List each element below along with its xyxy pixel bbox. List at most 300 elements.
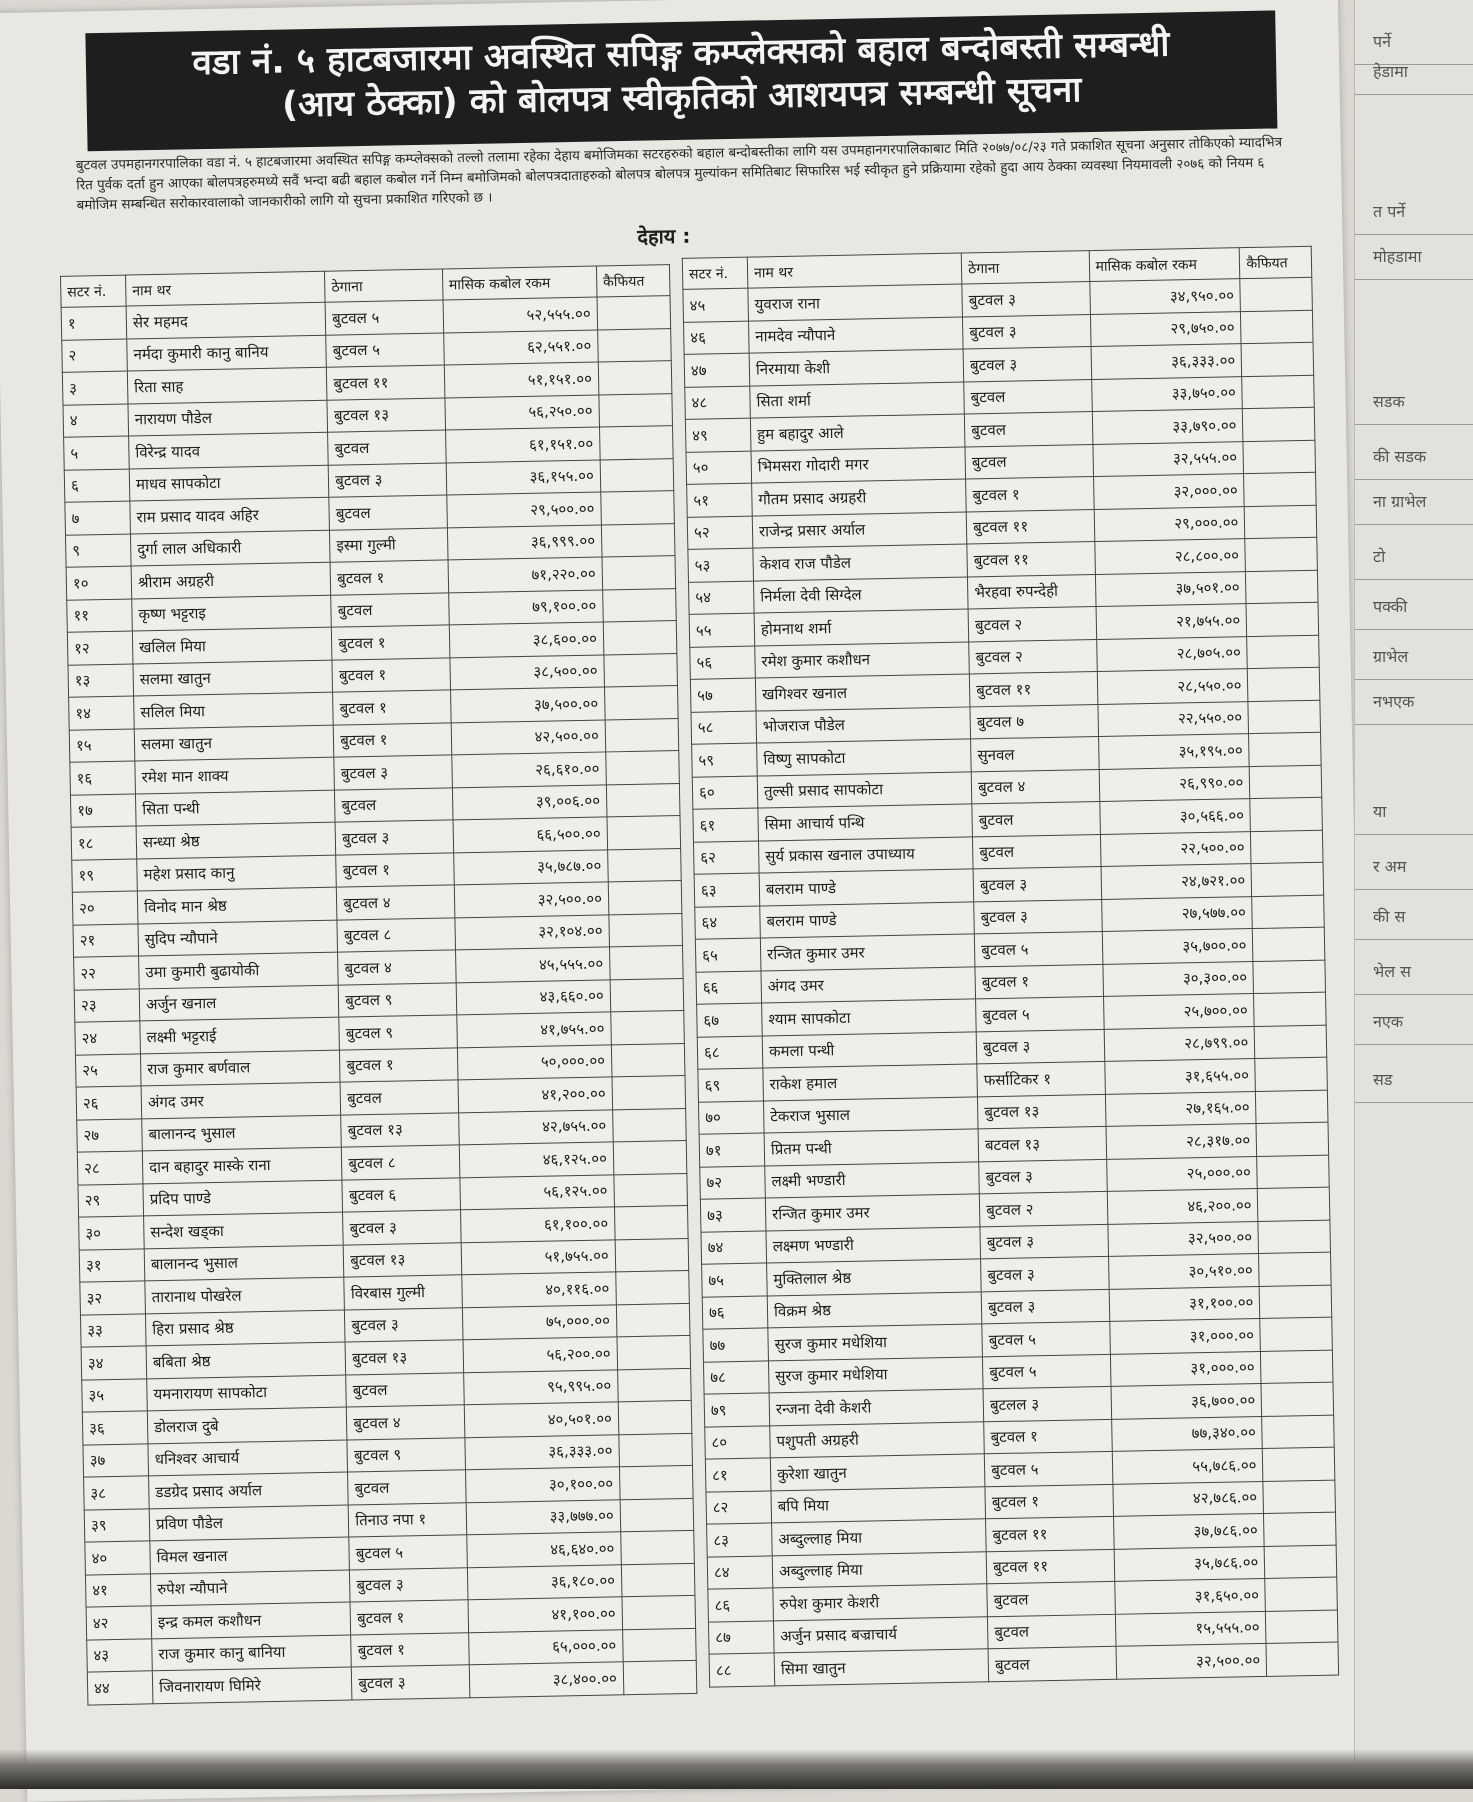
cell-remarks xyxy=(1241,310,1313,344)
cell-name: सन्ध्या श्रेष्ठ xyxy=(136,822,336,858)
cell-name: विष्णु सापकोटा xyxy=(757,739,972,776)
cell-name: टेकराज भुसाल xyxy=(763,1096,978,1133)
cell-shutter-no: ८३ xyxy=(707,1523,773,1557)
cell-remarks xyxy=(609,946,683,980)
cell-shutter-no: ३२ xyxy=(80,1281,146,1315)
cell-amount: ३०,५१०.०० xyxy=(1108,1254,1260,1289)
edge-rule-line xyxy=(1355,579,1473,580)
cell-remarks xyxy=(621,1563,695,1597)
cell-shutter-no: ८६ xyxy=(708,1588,774,1622)
cell-amount: २७,१६५.०० xyxy=(1105,1091,1257,1126)
cell-address: बुटवल १ xyxy=(966,477,1094,512)
cell-shutter-no: ५६ xyxy=(690,646,756,680)
cell-address: बुटवल ६ xyxy=(342,1177,460,1212)
cell-name: कमला पन्थी xyxy=(762,1031,977,1068)
cell-address: भैरहवा रुपन्देही xyxy=(968,574,1096,609)
col-header-name: नाम थर xyxy=(747,253,962,288)
cell-address: बुटवल १ xyxy=(350,1600,468,1635)
cell-remarks xyxy=(1241,342,1313,376)
cell-shutter-no: ७५ xyxy=(702,1263,768,1297)
cell-shutter-no: ५८ xyxy=(691,711,757,745)
cell-address: बुटवल ३ xyxy=(981,1289,1109,1324)
edge-rule-line xyxy=(1355,679,1473,680)
cell-shutter-no: २७ xyxy=(77,1118,143,1152)
cell-address: बुटवल १३ xyxy=(343,1242,461,1277)
cell-remarks xyxy=(1248,700,1320,734)
cell-remarks xyxy=(1265,1577,1337,1611)
notice-title-banner xyxy=(85,10,1277,151)
cell-shutter-no: ४६ xyxy=(684,321,750,355)
cell-amount: ३४,९५०.०० xyxy=(1089,279,1241,314)
cell-amount: ३७,५०१.०० xyxy=(1095,571,1247,606)
cell-amount: ४१,१००.०० xyxy=(468,1597,623,1632)
cell-shutter-no: ८८ xyxy=(709,1653,775,1687)
cell-name: राज कुमार कानु बानिया xyxy=(152,1635,352,1671)
edge-fragment-text: नएक xyxy=(1373,1012,1404,1031)
edge-rule-line xyxy=(1355,1044,1473,1045)
cell-shutter-no: ७८ xyxy=(703,1360,769,1394)
cell-name: बबिता श्रेष्ठ xyxy=(146,1342,346,1378)
cell-shutter-no: ७० xyxy=(698,1100,764,1134)
cell-address: बटवल १३ xyxy=(978,1126,1106,1161)
cell-amount: ६६,५००.०० xyxy=(453,817,608,852)
cell-remarks xyxy=(1254,992,1326,1026)
cell-name: अंगद उमर xyxy=(141,1082,341,1118)
cell-remarks xyxy=(1261,1382,1333,1416)
cell-shutter-no: ४७ xyxy=(684,353,750,387)
cell-address: बुटवल ४ xyxy=(337,885,455,920)
cell-name: कृष्ण भट्टराइ xyxy=(132,595,332,631)
edge-rule-line xyxy=(1355,279,1473,280)
cell-shutter-no: ५ xyxy=(64,436,130,470)
cell-amount: ४२,५००.०० xyxy=(451,719,606,754)
cell-address: बुटवल ९ xyxy=(347,1437,465,1472)
cell-address: बुटवल ३ xyxy=(343,1210,461,1245)
cell-shutter-no: २४ xyxy=(75,1021,141,1055)
cell-address: बुटवल ११ xyxy=(966,509,1094,544)
cell-remarks xyxy=(1251,830,1323,864)
cell-name: सुरज कुमार मधेशिया xyxy=(768,1324,983,1361)
dehaya-label: देहाय : xyxy=(637,223,691,249)
edge-fragment-text: मोहडामा xyxy=(1373,247,1422,266)
cell-name: रन्जित कुमार उमर xyxy=(760,934,975,971)
cell-address: बुटवल ११ xyxy=(327,365,445,400)
cell-shutter-no: ७ xyxy=(65,501,131,535)
cell-name: प्रितम पन्थी xyxy=(764,1129,979,1166)
cell-shutter-no: ४० xyxy=(85,1541,151,1575)
cell-amount: २७,५७७.०० xyxy=(1101,896,1253,931)
cell-remarks xyxy=(607,816,681,850)
cell-remarks xyxy=(614,1173,688,1207)
cell-remarks xyxy=(617,1335,691,1369)
cell-name: डोलराज दुबे xyxy=(147,1407,347,1443)
cell-amount: ३६,९९९.०० xyxy=(447,524,602,559)
cell-name: रन्जना देवी केशरी xyxy=(769,1389,984,1426)
cell-name: दुर्गा लाल अधिकारी xyxy=(130,530,330,566)
cell-amount: ६२,५५१.०० xyxy=(443,330,598,365)
cell-amount: ४३,६६०.०० xyxy=(456,979,611,1014)
edge-rule-line xyxy=(1355,724,1473,725)
cell-address: बुटवल १३ xyxy=(345,1340,463,1375)
col-header-address: ठेगाना xyxy=(961,251,1089,284)
edge-fragment-text: भेल स xyxy=(1373,962,1411,981)
cell-name: सलिल मिया xyxy=(134,692,334,728)
cell-shutter-no: ३५ xyxy=(82,1378,148,1412)
cell-shutter-no: ५७ xyxy=(690,678,756,712)
cell-shutter-no: ८१ xyxy=(705,1458,771,1492)
cell-shutter-no: ५२ xyxy=(687,516,753,550)
cell-address: बुटवल xyxy=(348,1470,466,1505)
cell-name: सिता शर्मा xyxy=(750,382,965,419)
cell-remarks xyxy=(603,621,677,655)
cell-address: बुटवल ८ xyxy=(342,1145,460,1180)
cell-remarks xyxy=(1240,277,1312,311)
cell-amount: ५०,०००.०० xyxy=(457,1044,612,1079)
edge-rule-line xyxy=(1355,479,1473,480)
col-header-address: ठेगाना xyxy=(325,269,443,302)
cell-amount: ५६,२५०.०० xyxy=(445,395,600,430)
cell-name: रन्जित कुमार उमर xyxy=(765,1194,980,1231)
cell-amount: ३२,५५५.०० xyxy=(1092,441,1244,476)
cell-amount: ४६,२००.०० xyxy=(1107,1189,1259,1224)
cell-amount: २५,०००.०० xyxy=(1106,1156,1258,1191)
cell-shutter-no: ६६ xyxy=(696,971,762,1005)
cell-remarks xyxy=(1256,1122,1328,1156)
cell-amount: ४२,७५५.०० xyxy=(458,1109,613,1144)
cell-amount: २५,७००.०० xyxy=(1103,994,1255,1029)
cell-amount: ४५,५५५.०० xyxy=(455,947,610,982)
cell-name: अंगद उमर xyxy=(761,966,976,1003)
cell-remarks xyxy=(623,1660,697,1694)
edge-fragment-text: टो xyxy=(1373,547,1386,566)
cell-address: बुटवल ५ xyxy=(349,1535,467,1570)
cell-address: विरबास गुल्मी xyxy=(344,1275,462,1310)
cell-remarks xyxy=(612,1075,686,1109)
cell-name: प्रविण पौडेल xyxy=(149,1505,349,1541)
cell-remarks xyxy=(602,556,676,590)
cell-shutter-no: ७७ xyxy=(703,1328,769,1362)
cell-remarks xyxy=(598,361,672,395)
cell-remarks xyxy=(1247,635,1319,669)
shutter-table-left xyxy=(60,264,697,1705)
cell-amount: ३७,७८६.०० xyxy=(1113,1513,1265,1548)
cell-amount: २८,७०५.०० xyxy=(1096,636,1248,671)
cell-shutter-no: ६५ xyxy=(695,938,761,972)
cell-shutter-no: २३ xyxy=(74,988,140,1022)
cell-address: बुटवल ५ xyxy=(984,1451,1112,1486)
cell-amount: ३६,३३३.०० xyxy=(1091,344,1243,379)
cell-shutter-no: २९ xyxy=(78,1183,144,1217)
cell-address: बुटवल १ xyxy=(975,964,1103,999)
cell-amount: ३०,३००.०० xyxy=(1102,961,1254,996)
cell-amount: ७५,०००.०० xyxy=(462,1304,617,1339)
cell-remarks xyxy=(621,1530,695,1564)
col-header-amount: मासिक कबोल रकम xyxy=(1089,248,1240,282)
cell-amount: २६,९९०.०० xyxy=(1099,766,1251,801)
cell-amount: २२,५००.०० xyxy=(1100,831,1252,866)
cell-address: बुटवल ९ xyxy=(338,982,456,1017)
cell-name: श्रीराम अग्रहरी xyxy=(131,562,331,598)
cell-amount: ३३,७५०.०० xyxy=(1091,376,1243,411)
cell-remarks xyxy=(617,1368,691,1402)
cell-remarks xyxy=(604,686,678,720)
cell-address: बुटवल xyxy=(328,430,446,465)
cell-name: अब्दुल्लाह मिया xyxy=(772,1551,987,1588)
cell-shutter-no: ६८ xyxy=(697,1035,763,1069)
cell-remarks xyxy=(619,1465,693,1499)
cell-name: सन्देश खड्का xyxy=(144,1212,344,1248)
cell-name: अर्जुन खनाल xyxy=(139,985,339,1021)
cell-remarks xyxy=(1258,1187,1330,1221)
cell-amount: ६१,१५१.०० xyxy=(445,427,600,462)
cell-name: अर्जुन प्रसाद बज्राचार्य xyxy=(773,1616,988,1653)
cell-shutter-no: ४२ xyxy=(86,1606,152,1640)
cell-shutter-no: १ xyxy=(61,306,127,340)
cell-remarks xyxy=(608,881,682,915)
col-header-amount: मासिक कबोल रकम xyxy=(442,266,597,300)
cell-remarks xyxy=(1246,602,1318,636)
cell-shutter-no: १९ xyxy=(72,858,138,892)
cell-address: बुटवल ५ xyxy=(326,332,444,367)
cell-remarks xyxy=(614,1205,688,1239)
cell-address: बुटवल ३ xyxy=(974,899,1102,934)
cell-name: सलमा खातुन xyxy=(134,725,334,761)
edge-rule-line xyxy=(1355,629,1473,630)
cell-name: बालानन्द भुसाल xyxy=(142,1115,342,1151)
edge-rule-line xyxy=(1355,424,1473,425)
notice-title-line2: (आय ठेक्का) को बोलपत्र स्वीकृतिको आशयपत्र सम्बन्धी सूचना xyxy=(281,70,1082,126)
cell-remarks xyxy=(1263,1447,1335,1481)
cell-name: लक्ष्मी भट्टराई xyxy=(140,1017,340,1053)
cell-remarks xyxy=(1262,1415,1334,1449)
cell-amount: ४०,५०१.०० xyxy=(464,1402,619,1437)
cell-address: बुटवल ५ xyxy=(976,996,1104,1031)
edge-fragment-text: पक्की xyxy=(1373,597,1408,616)
cell-remarks xyxy=(1245,537,1317,571)
cell-address: बुटवल ३ xyxy=(976,1029,1104,1064)
cell-remarks xyxy=(1250,765,1322,799)
cell-remarks xyxy=(1261,1350,1333,1384)
cell-name: निरमाया केशी xyxy=(749,349,964,386)
cell-address: बुटवल २ xyxy=(979,1191,1107,1226)
cell-amount: ४१,७५५.०० xyxy=(456,1012,611,1047)
cell-name: तुल्सी प्रसाद सापकोटा xyxy=(757,771,972,808)
cell-name: इन्द्र कमल कशौधन xyxy=(151,1602,351,1638)
cell-address: बुटलल ३ xyxy=(983,1386,1111,1421)
cell-shutter-no: ८० xyxy=(705,1425,771,1459)
cell-shutter-no: ७४ xyxy=(701,1230,767,1264)
cell-name: लक्ष्मण भण्डारी xyxy=(766,1226,981,1263)
cell-address: बुटवल १३ xyxy=(341,1112,459,1147)
cell-remarks xyxy=(1253,927,1325,961)
edge-rule-line xyxy=(1355,834,1473,835)
cell-name: रुपेश कुमार केशरी xyxy=(773,1584,988,1621)
cell-amount: ४१,२००.०० xyxy=(458,1077,613,1112)
col-header-remarks: कैफियत xyxy=(1240,246,1312,278)
cell-shutter-no: ३९ xyxy=(84,1508,150,1542)
cell-address: बुटवल ३ xyxy=(980,1224,1108,1259)
cell-shutter-no: ८२ xyxy=(706,1490,772,1524)
cell-amount: ३२,१०४.०० xyxy=(455,914,610,949)
cell-amount: २८,३१७.०० xyxy=(1106,1124,1258,1159)
cell-remarks xyxy=(612,1108,686,1142)
cell-remarks xyxy=(615,1238,689,1272)
cell-amount: ३१,६५०.०० xyxy=(1114,1578,1266,1613)
cell-remarks xyxy=(1243,440,1315,474)
cell-amount: ५२,५५५.०० xyxy=(443,297,598,332)
cell-name: रिता साह xyxy=(127,367,327,403)
cell-amount: ६१,१००.०० xyxy=(460,1207,615,1242)
cell-shutter-no: ३३ xyxy=(80,1313,146,1347)
cell-name: भोजराज पौडेल xyxy=(756,706,971,743)
cell-shutter-no: २२ xyxy=(74,956,140,990)
cell-amount: ३६,१५५.०० xyxy=(446,460,601,495)
cell-shutter-no: ७१ xyxy=(699,1133,765,1167)
cell-remarks xyxy=(607,848,681,882)
cell-shutter-no: ३८ xyxy=(84,1476,150,1510)
cell-amount: २८,७९९.०० xyxy=(1104,1026,1256,1061)
edge-rule-line xyxy=(1355,939,1473,940)
cell-amount: २४,७२१.०० xyxy=(1101,864,1253,899)
shutter-table-right xyxy=(682,246,1339,1687)
cell-name: सलमा खातुन xyxy=(133,660,333,696)
cell-shutter-no: २८ xyxy=(77,1151,143,1185)
cell-shutter-no: १३ xyxy=(68,664,134,698)
cell-shutter-no: ४४ xyxy=(87,1671,153,1705)
cell-address: बुटवल xyxy=(346,1372,464,1407)
cell-address: बुटवल xyxy=(329,495,447,530)
cell-address: बुटवल xyxy=(988,1614,1116,1649)
cell-name: बपि मिया xyxy=(771,1486,986,1523)
cell-address: बुटवल xyxy=(988,1646,1116,1681)
edge-fragment-text: सडक xyxy=(1373,392,1405,411)
cell-name: डडग्रेद प्रसाद अर्याल xyxy=(149,1472,349,1508)
cell-address: बुटवल २ xyxy=(968,607,1096,642)
cell-shutter-no: ६४ xyxy=(695,906,761,940)
cell-name: नामदेव न्यौपाने xyxy=(748,317,963,354)
cell-remarks xyxy=(604,653,678,687)
col-header-name: नाम थर xyxy=(126,271,326,306)
cell-amount: ३०,५६६.०० xyxy=(1099,799,1251,834)
cell-shutter-no: १८ xyxy=(71,826,137,860)
cell-name: निर्मला देवी सिग्देल xyxy=(753,576,968,613)
cell-remarks xyxy=(597,296,671,330)
cell-name: विमल खनाल xyxy=(150,1537,350,1573)
cell-name: तारानाथ पोखरेल xyxy=(145,1277,345,1313)
cell-address: बुटवल ५ xyxy=(974,931,1102,966)
cell-shutter-no: ५९ xyxy=(692,743,758,777)
cell-name: बलराम पाण्डे xyxy=(760,901,975,938)
cell-name: सुरज कुमार मधेशिया xyxy=(768,1356,983,1393)
cell-remarks xyxy=(599,393,673,427)
cell-amount: ४२,७८६.०० xyxy=(1112,1481,1264,1516)
cell-address: बुटवल xyxy=(972,801,1100,836)
cell-name: राजेन्द्र प्रसार अर्याल xyxy=(752,511,967,548)
cell-name: सिमा आचार्य पन्थि xyxy=(758,804,973,841)
cell-amount: ३१,०००.०० xyxy=(1109,1318,1261,1353)
cell-amount: ५१,१५१.०० xyxy=(444,362,599,397)
cell-address: बुटवल xyxy=(965,444,1093,479)
cell-address: बुटवल ५ xyxy=(983,1354,1111,1389)
cell-shutter-no: ३६ xyxy=(82,1411,148,1445)
cell-address: बुटवल १ xyxy=(332,657,450,692)
cell-amount: ३३,७९०.०० xyxy=(1092,409,1244,444)
cell-remarks xyxy=(1245,505,1317,539)
cell-remarks xyxy=(1252,895,1324,929)
cell-address: बुटवल ३ xyxy=(335,820,453,855)
cell-amount: ३१,०००.०० xyxy=(1110,1351,1262,1386)
cell-name: उमा कुमारी बुढायोकी xyxy=(139,952,339,988)
cell-amount: ३५,७८७.०० xyxy=(453,849,608,884)
cell-amount: ३६,३३३.०० xyxy=(465,1434,620,1469)
cell-shutter-no: २० xyxy=(72,891,138,925)
cell-address: बुटवल xyxy=(331,592,449,627)
cell-address: बुटवल xyxy=(340,1080,458,1115)
cell-address: बुटवल १३ xyxy=(327,397,445,432)
cell-name: माधव सापकोटा xyxy=(129,465,329,501)
cell-amount: ९५,९९५.०० xyxy=(463,1369,618,1404)
edge-rule-line xyxy=(1355,94,1473,95)
cell-remarks xyxy=(1249,732,1321,766)
cell-shutter-no: ३० xyxy=(79,1216,145,1250)
cell-remarks xyxy=(611,1043,685,1077)
cell-remarks xyxy=(1266,1642,1338,1676)
cell-name: खलिल मिया xyxy=(132,627,332,663)
cell-amount: ३५,१९५.०० xyxy=(1098,734,1250,769)
cell-remarks xyxy=(1255,1057,1327,1091)
cell-shutter-no: ६१ xyxy=(693,808,759,842)
edge-fragment-text: की सडक xyxy=(1373,447,1427,466)
cell-name: सुर्य प्रकास खनाल उपाध्याय xyxy=(758,836,973,873)
cell-shutter-no: ८७ xyxy=(708,1620,774,1654)
bottom-shadow xyxy=(0,1749,1473,1789)
cell-remarks xyxy=(609,913,683,947)
cell-remarks xyxy=(622,1628,696,1662)
cell-name: होमनाथ शर्मा xyxy=(754,609,969,646)
cell-address: बुटवल xyxy=(973,834,1101,869)
cell-remarks xyxy=(597,328,671,362)
cell-name: राम प्रसाद यादव अहिर xyxy=(130,497,330,533)
cell-shutter-no: ४९ xyxy=(685,418,751,452)
cell-address: बुटवल १ xyxy=(340,1047,458,1082)
cell-address: बुटवल २ xyxy=(969,639,1097,674)
cell-remarks xyxy=(618,1400,692,1434)
edge-fragment-text: ना ग्राभेल xyxy=(1373,492,1427,511)
cell-amount: २९,०००.०० xyxy=(1094,506,1246,541)
edge-rule-line xyxy=(1355,1102,1473,1103)
cell-remarks xyxy=(613,1140,687,1174)
cell-address: बुटवल ११ xyxy=(986,1516,1114,1551)
cell-address: बुटवल १३ xyxy=(978,1094,1106,1129)
cell-amount: ३८,६००.०० xyxy=(449,622,604,657)
cell-amount: ५५,७८६.०० xyxy=(1112,1448,1264,1483)
edge-fragment-text: त पर्ने xyxy=(1373,202,1406,221)
cell-remarks xyxy=(1246,570,1318,604)
cell-address: बुटवल xyxy=(987,1581,1115,1616)
cell-remarks xyxy=(601,491,675,525)
cell-amount: ५६,१२५.०० xyxy=(460,1174,615,1209)
cell-remarks xyxy=(601,523,675,557)
cell-name: रमेश मान शाक्य xyxy=(135,757,335,793)
cell-address: बुटवल १ xyxy=(985,1484,1113,1519)
cell-address: बुटवल ११ xyxy=(967,542,1095,577)
cell-address: बुटवल ३ xyxy=(963,314,1091,349)
cell-name: गौतम प्रसाद अग्रहरी xyxy=(752,479,967,516)
cell-remarks xyxy=(1248,667,1320,701)
cell-amount: ७९,१००.०० xyxy=(448,589,603,624)
edge-fragment-text: हेडामा xyxy=(1373,62,1408,81)
cell-address: बुटवल xyxy=(964,412,1092,447)
